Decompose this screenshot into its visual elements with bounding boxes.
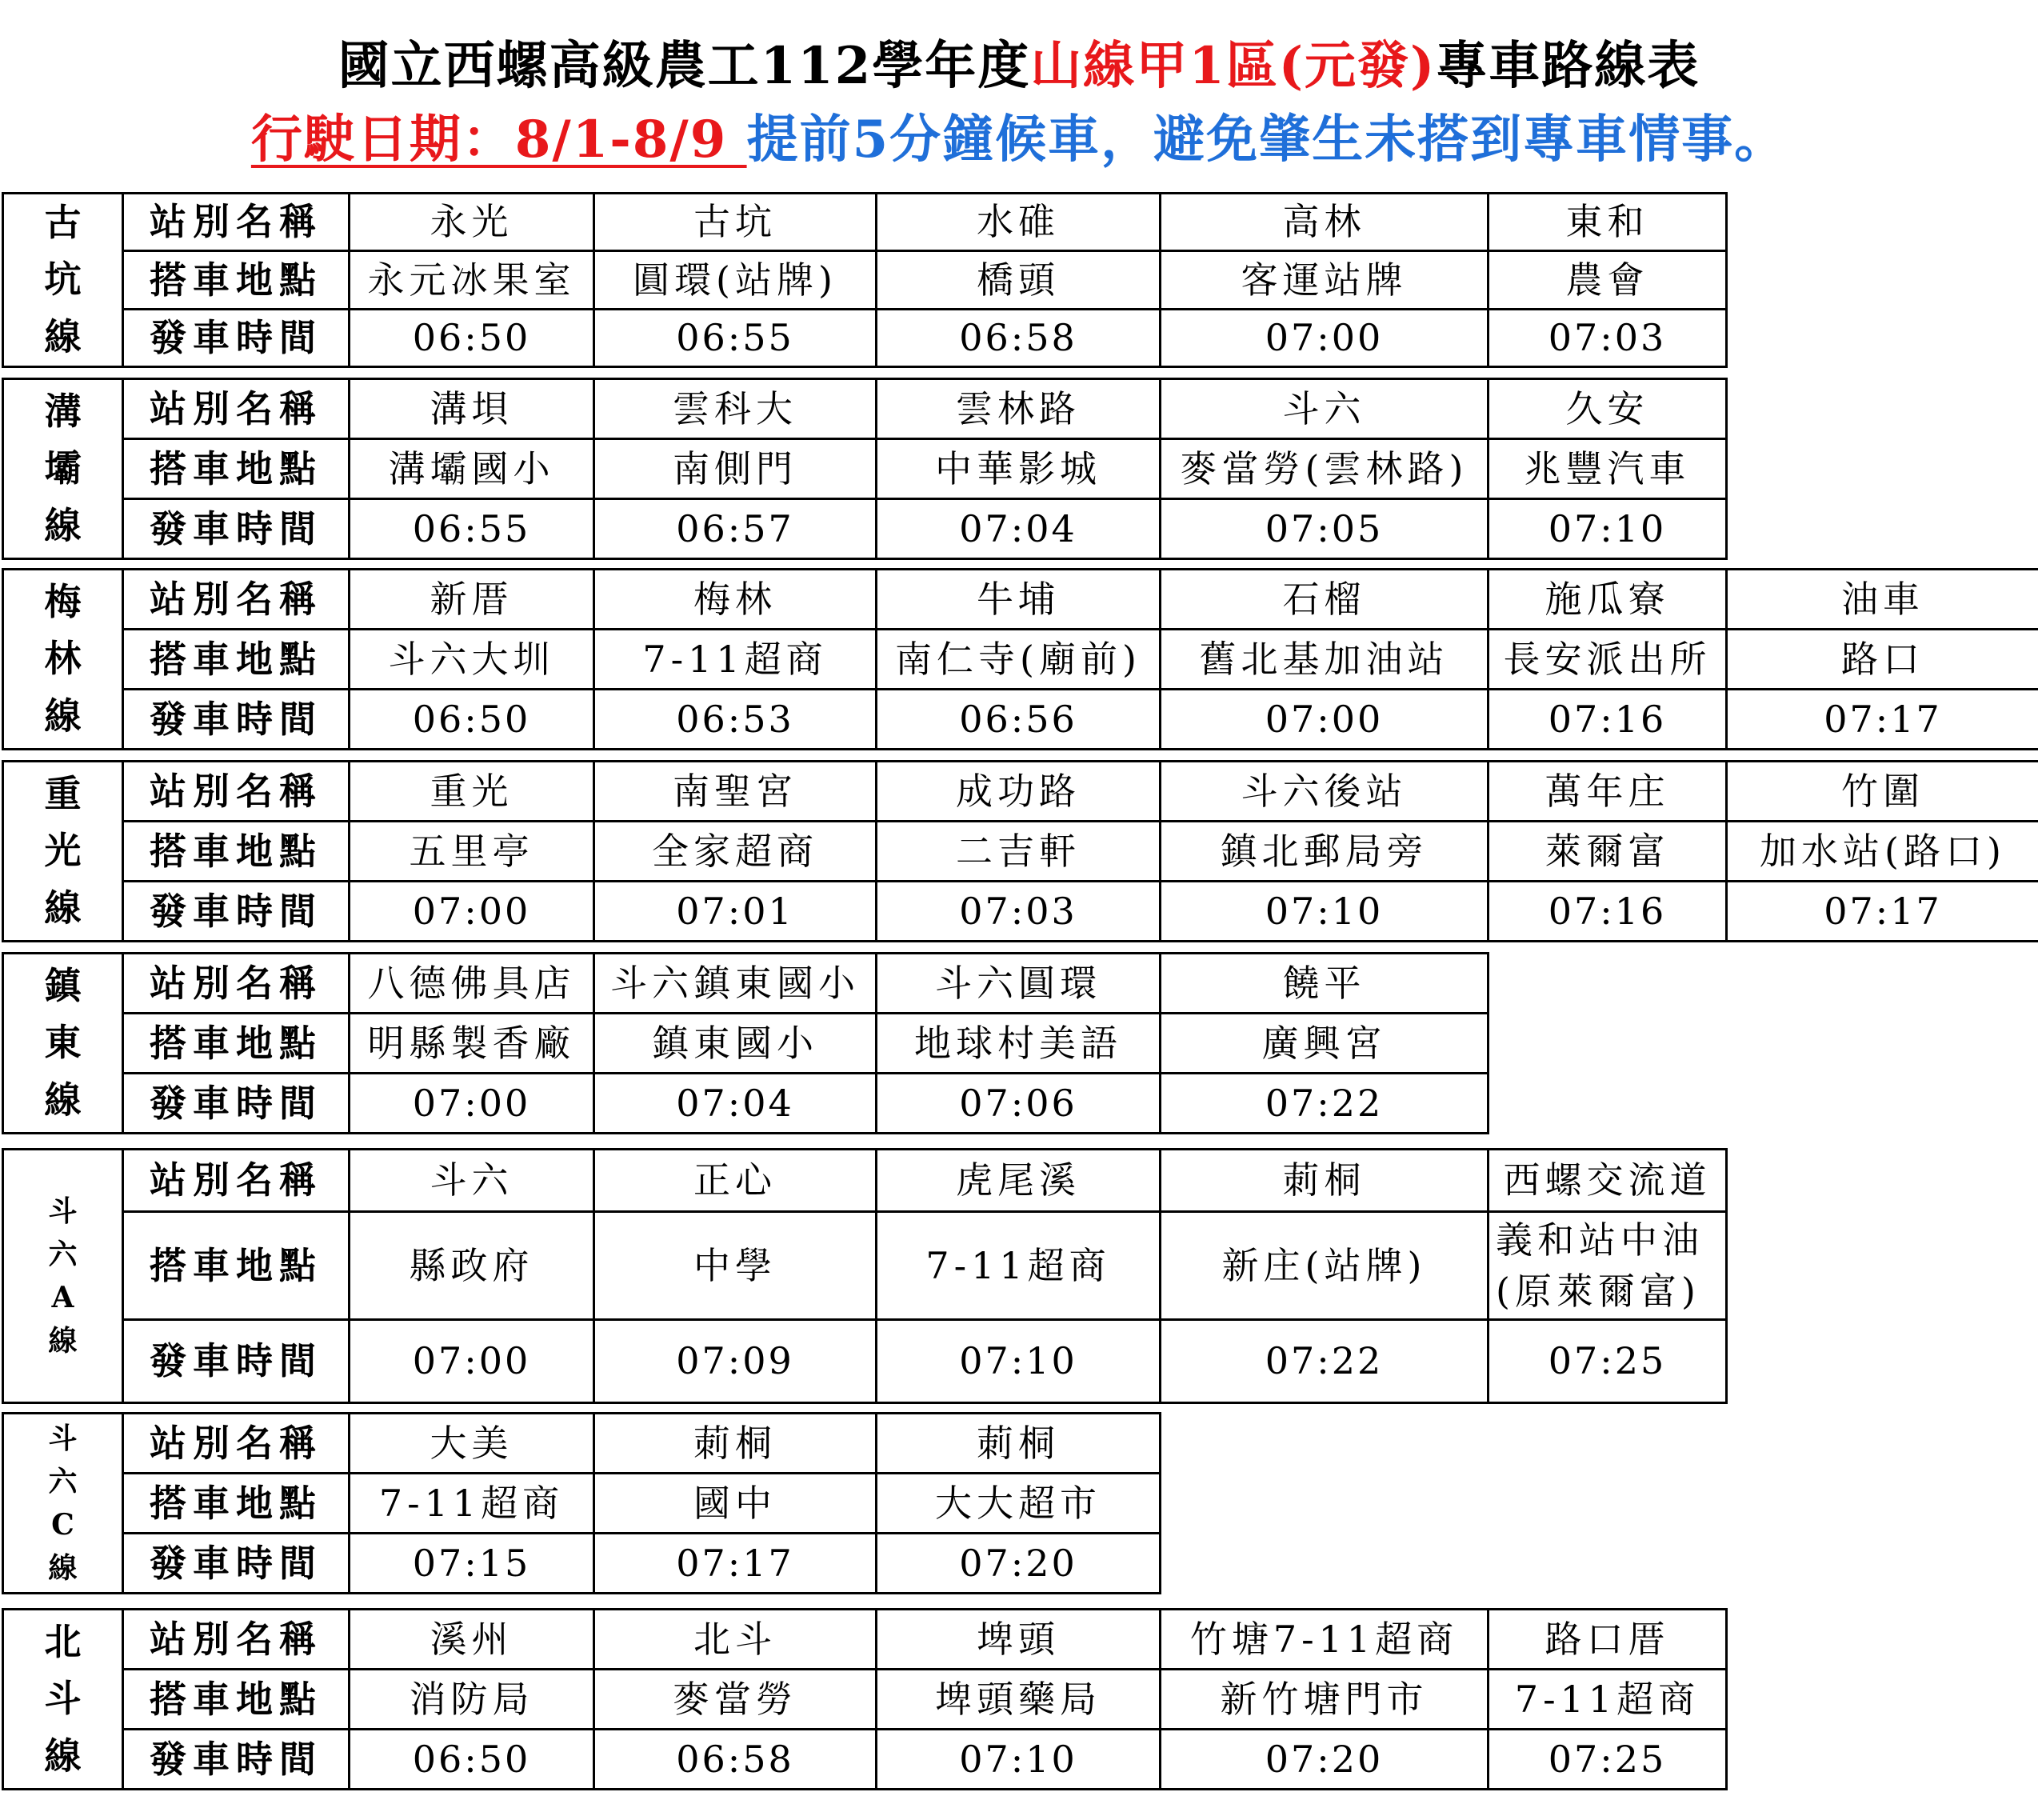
station-cell: 饒平 (1161, 954, 1489, 1014)
row-label-pickup: 搭車地點 (123, 822, 350, 882)
pickup-cell: 埤頭藥局 (877, 1670, 1161, 1730)
pickup-cell: 農會 (1489, 251, 1727, 309)
route-line-name: 北 斗 線 (3, 1610, 123, 1790)
pickup-cell: 圓環(站牌) (594, 251, 877, 309)
pickup-cell: 斗六大圳 (350, 630, 594, 690)
station-cell: 竹塘7-11超商 (1161, 1610, 1489, 1670)
row-label-station: 站別名稱 (123, 570, 350, 630)
route-table (2, 952, 1489, 1134)
pickup-cell: 國中 (594, 1474, 877, 1534)
time-cell: 06:53 (594, 690, 877, 750)
table-row (3, 570, 2038, 630)
station-cell: 正心 (594, 1150, 877, 1212)
station-cell: 斗六圓環 (877, 954, 1161, 1014)
station-cell: 高林 (1161, 194, 1489, 251)
station-cell: 新厝 (350, 570, 594, 630)
time-cell: 07:25 (1489, 1730, 1727, 1790)
row-label-pickup: 搭車地點 (123, 1014, 350, 1074)
station-cell: 古坑 (594, 194, 877, 251)
time-cell: 07:03 (1489, 309, 1727, 366)
station-cell: 莿桐 (877, 1414, 1161, 1474)
time-cell: 06:56 (877, 690, 1161, 750)
time-cell: 06:58 (594, 1730, 877, 1790)
table-row (3, 1534, 1161, 1594)
time-cell: 07:03 (877, 882, 1161, 942)
station-cell: 南聖宮 (594, 762, 877, 822)
service-date: 行駛日期：8/1-8/9 (250, 110, 747, 170)
station-cell: 水碓 (877, 194, 1161, 251)
route-table (2, 192, 1728, 368)
station-cell: 溪州 (350, 1610, 594, 1670)
time-cell: 06:57 (594, 499, 877, 559)
time-cell: 06:55 (594, 309, 877, 366)
pickup-cell: 橋頭 (877, 251, 1161, 309)
title-part3: 專車路線表 (1436, 36, 1700, 96)
station-cell: 牛埔 (877, 570, 1161, 630)
row-label-pickup: 搭車地點 (123, 1212, 350, 1320)
time-cell: 07:16 (1489, 690, 1727, 750)
table-row (3, 1670, 1727, 1730)
pickup-cell: 路口 (1727, 630, 2038, 690)
station-cell: 竹圍 (1727, 762, 2038, 822)
table-row (3, 882, 2038, 942)
station-cell: 虎尾溪 (877, 1150, 1161, 1212)
time-cell: 07:10 (1489, 499, 1727, 559)
route-line-name: 斗 六 A 線 (3, 1150, 123, 1403)
pickup-cell: 新竹塘門市 (1161, 1670, 1489, 1730)
time-cell: 07:05 (1161, 499, 1489, 559)
pickup-cell: 廣興宮 (1161, 1014, 1489, 1074)
row-label-time: 發車時間 (123, 690, 350, 750)
pickup-cell: 7-11超商 (1489, 1670, 1727, 1730)
time-cell: 07:00 (1161, 690, 1489, 750)
route-line-name: 鎮 東 線 (3, 954, 123, 1134)
time-cell: 07:00 (350, 882, 594, 942)
time-cell: 06:55 (350, 499, 594, 559)
pickup-cell: 明縣製香廠 (350, 1014, 594, 1074)
row-label-station: 站別名稱 (123, 1414, 350, 1474)
table-row (3, 1014, 1489, 1074)
row-label-station: 站別名稱 (123, 954, 350, 1014)
route-table (2, 1608, 1728, 1790)
pickup-cell: 萊爾富 (1489, 822, 1727, 882)
row-label-station: 站別名稱 (123, 1150, 350, 1212)
row-label-time: 發車時間 (123, 1074, 350, 1134)
route-line-name: 斗 六 C 線 (3, 1414, 123, 1594)
table-row (3, 1414, 1161, 1474)
route-table (2, 568, 2038, 750)
time-cell: 07:04 (594, 1074, 877, 1134)
table-row (3, 762, 2038, 822)
pickup-cell: 鎮北郵局旁 (1161, 822, 1489, 882)
station-cell: 斗六 (350, 1150, 594, 1212)
route-table (2, 1148, 1728, 1404)
table-row (3, 499, 1727, 559)
time-cell: 07:10 (877, 1730, 1161, 1790)
time-cell: 06:50 (350, 1730, 594, 1790)
time-cell: 07:00 (1161, 309, 1489, 366)
pickup-cell: 南仁寺(廟前) (877, 630, 1161, 690)
station-cell: 大美 (350, 1414, 594, 1474)
station-cell: 重光 (350, 762, 594, 822)
time-cell: 07:22 (1161, 1074, 1489, 1134)
route-table (2, 1412, 1161, 1594)
table-row (3, 309, 1727, 366)
row-label-station: 站別名稱 (123, 379, 350, 439)
time-cell: 07:20 (1161, 1730, 1489, 1790)
time-cell: 07:00 (350, 1320, 594, 1403)
route-line-name: 古 坑 線 (3, 194, 123, 367)
boarding-note: 提前5分鐘候車，避免肇生未搭到專車情事。 (746, 110, 1788, 170)
table-row (3, 822, 2038, 882)
time-cell: 07:16 (1489, 882, 1727, 942)
pickup-cell: 二吉軒 (877, 822, 1161, 882)
row-label-time: 發車時間 (123, 499, 350, 559)
table-row (3, 690, 2038, 750)
station-cell: 萬年庄 (1489, 762, 1727, 822)
pickup-cell: 7-11超商 (350, 1474, 594, 1534)
table-row (3, 1730, 1727, 1790)
row-label-station: 站別名稱 (123, 762, 350, 822)
time-cell: 07:17 (1727, 882, 2038, 942)
pickup-cell: 大大超市 (877, 1474, 1161, 1534)
table-row (3, 194, 1727, 251)
row-label-pickup: 搭車地點 (123, 1474, 350, 1534)
station-cell: 油車 (1727, 570, 2038, 630)
time-cell: 07:17 (1727, 690, 2038, 750)
time-cell: 07:17 (594, 1534, 877, 1594)
row-label-time: 發車時間 (123, 1730, 350, 1790)
row-label-pickup: 搭車地點 (123, 251, 350, 309)
pickup-cell: 中學 (594, 1212, 877, 1320)
station-cell: 斗六 (1161, 379, 1489, 439)
table-row (3, 954, 1489, 1014)
pickup-cell: 兆豐汽車 (1489, 439, 1727, 499)
time-cell: 07:20 (877, 1534, 1161, 1594)
time-cell: 07:25 (1489, 1320, 1727, 1403)
row-label-station: 站別名稱 (123, 1610, 350, 1670)
table-row (3, 1150, 1727, 1212)
row-label-station: 站別名稱 (123, 194, 350, 251)
station-cell: 梅林 (594, 570, 877, 630)
station-cell: 斗六鎮東國小 (594, 954, 877, 1014)
station-cell: 永光 (350, 194, 594, 251)
pickup-cell: 長安派出所 (1489, 630, 1727, 690)
pickup-cell: 7-11超商 (594, 630, 877, 690)
station-cell: 八德佛具店 (350, 954, 594, 1014)
row-label-time: 發車時間 (123, 309, 350, 366)
pickup-cell: 客運站牌 (1161, 251, 1489, 309)
table-row (3, 1474, 1161, 1534)
pickup-cell: 義和站中油 (原萊爾富) (1489, 1212, 1727, 1320)
station-cell: 成功路 (877, 762, 1161, 822)
page-title (0, 30, 2038, 102)
pickup-cell: 南側門 (594, 439, 877, 499)
table-row (3, 251, 1727, 309)
station-cell: 雲林路 (877, 379, 1161, 439)
station-cell: 東和 (1489, 194, 1727, 251)
pickup-cell: 新庄(站牌) (1161, 1212, 1489, 1320)
pickup-cell: 全家超商 (594, 822, 877, 882)
route-table (2, 760, 2038, 942)
pickup-cell: 7-11超商 (877, 1212, 1161, 1320)
pickup-cell: 消防局 (350, 1670, 594, 1730)
pickup-cell: 鎮東國小 (594, 1014, 877, 1074)
time-cell: 07:09 (594, 1320, 877, 1403)
station-cell: 埤頭 (877, 1610, 1161, 1670)
time-cell: 07:06 (877, 1074, 1161, 1134)
pickup-cell: 溝壩國小 (350, 439, 594, 499)
station-cell: 北斗 (594, 1610, 877, 1670)
time-cell: 07:15 (350, 1534, 594, 1594)
pickup-cell: 麥當勞 (594, 1670, 877, 1730)
table-row (3, 379, 1727, 439)
row-label-time: 發車時間 (123, 1534, 350, 1594)
station-cell: 施瓜寮 (1489, 570, 1727, 630)
route-line-name: 重 光 線 (3, 762, 123, 942)
time-cell: 07:04 (877, 499, 1161, 559)
row-label-time: 發車時間 (123, 882, 350, 942)
station-cell: 斗六後站 (1161, 762, 1489, 822)
row-label-pickup: 搭車地點 (123, 630, 350, 690)
route-line-name: 溝 壩 線 (3, 379, 123, 559)
table-row (3, 1212, 1727, 1320)
station-cell: 西螺交流道 (1489, 1150, 1727, 1212)
pickup-cell: 加水站(路口) (1727, 822, 2038, 882)
station-cell: 雲科大 (594, 379, 877, 439)
time-cell: 06:58 (877, 309, 1161, 366)
route-line-name: 梅 林 線 (3, 570, 123, 750)
table-row (3, 1610, 1727, 1670)
station-cell: 石榴 (1161, 570, 1489, 630)
time-cell: 07:01 (594, 882, 877, 942)
time-cell: 07:22 (1161, 1320, 1489, 1403)
pickup-cell: 地球村美語 (877, 1014, 1161, 1074)
row-label-pickup: 搭車地點 (123, 1670, 350, 1730)
title-part1: 國立西螺高級農工112學年度 (338, 36, 1031, 96)
time-cell: 07:10 (877, 1320, 1161, 1403)
pickup-cell: 中華影城 (877, 439, 1161, 499)
page-subtitle (0, 104, 2038, 176)
row-label-time: 發車時間 (123, 1320, 350, 1403)
time-cell: 06:50 (350, 690, 594, 750)
pickup-cell: 五里亭 (350, 822, 594, 882)
time-cell: 06:50 (350, 309, 594, 366)
station-cell: 久安 (1489, 379, 1727, 439)
table-row (3, 1074, 1489, 1134)
title-part2: 山線甲1區(元發) (1030, 36, 1437, 96)
table-row (3, 1320, 1727, 1403)
pickup-cell: 舊北基加油站 (1161, 630, 1489, 690)
time-cell: 07:00 (350, 1074, 594, 1134)
pickup-cell: 永元冰果室 (350, 251, 594, 309)
route-table (2, 378, 1728, 560)
station-cell: 路口厝 (1489, 1610, 1727, 1670)
row-label-pickup: 搭車地點 (123, 439, 350, 499)
pickup-cell: 麥當勞(雲林路) (1161, 439, 1489, 499)
station-cell: 莿桐 (1161, 1150, 1489, 1212)
pickup-cell: 縣政府 (350, 1212, 594, 1320)
table-row (3, 630, 2038, 690)
table-row (3, 439, 1727, 499)
station-cell: 溝垻 (350, 379, 594, 439)
time-cell: 07:10 (1161, 882, 1489, 942)
station-cell: 莿桐 (594, 1414, 877, 1474)
